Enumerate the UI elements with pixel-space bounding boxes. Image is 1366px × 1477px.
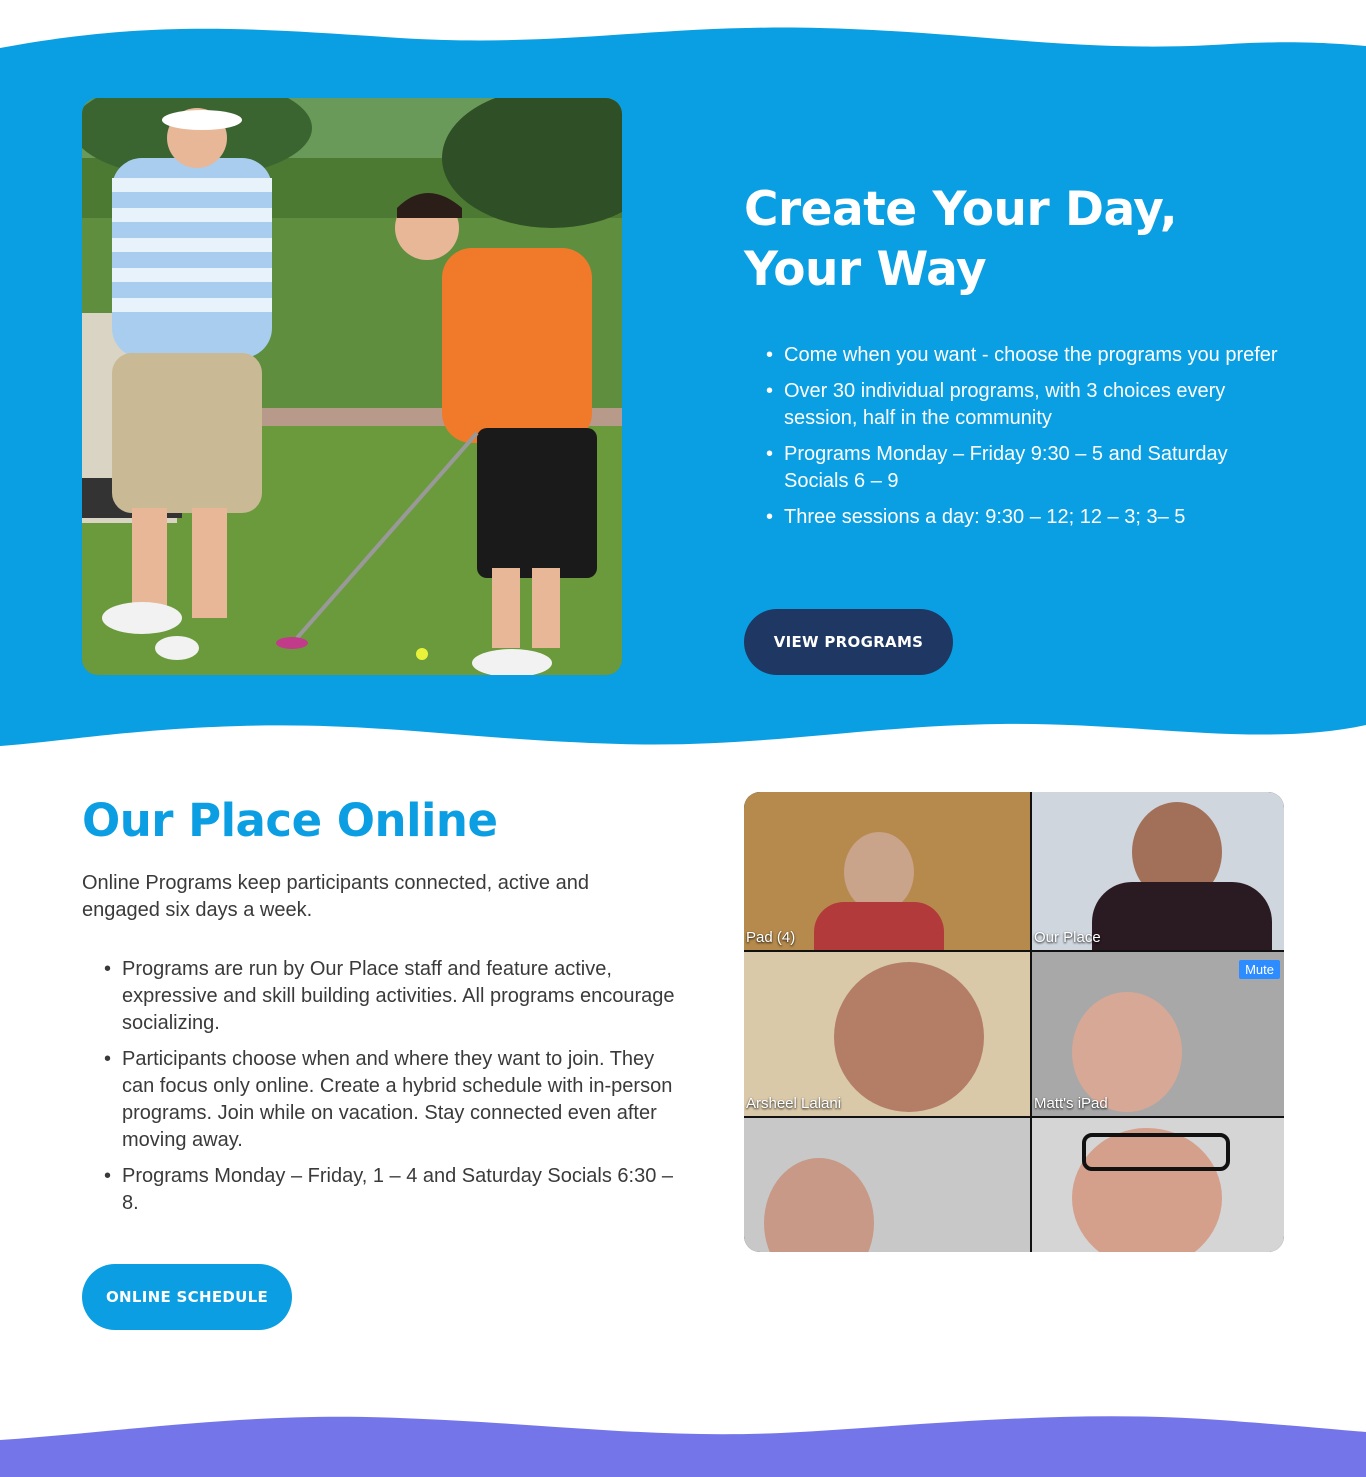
video-tile-label: Pad (4) [746, 929, 796, 946]
participant-face [844, 832, 914, 912]
video-tile-label: Arsheel Lalani [746, 1095, 842, 1112]
glasses-icon [1082, 1133, 1230, 1171]
online-intro-text: Online Programs keep participants connected, active and engaged six days a week. [82, 872, 589, 921]
hero-title-line-2: Your Way [744, 242, 987, 297]
participant-face [764, 1158, 874, 1252]
video-tile-label: Matt's iPad [1034, 1095, 1108, 1112]
mute-badge: Mute [1239, 960, 1280, 979]
video-tile [1032, 1118, 1284, 1252]
view-programs-button[interactable]: VIEW PROGRAMS [744, 609, 953, 675]
participant-body [814, 902, 944, 950]
list-item: • Three sessions a day: 9:30 – 12; 12 – 3; 3– 5 [784, 504, 1284, 531]
list-item: • Programs Monday – Friday 9:30 – 5 and Saturday Socials 6 – 9 [784, 441, 1284, 495]
participant-face [834, 962, 984, 1112]
video-tile [1032, 952, 1284, 1116]
participant-body [1092, 882, 1272, 950]
list-item: • Come when you want - choose the programs you prefer [784, 342, 1284, 369]
online-bullet-list [122, 956, 682, 1226]
participant-face [1072, 992, 1182, 1112]
list-item: • Participants choose when and where they want to join. They can focus only online. Create a hybrid schedule with in-person programs. Join while on vacation. Stay connected even after moving away. [122, 1046, 682, 1154]
footer-background-band [0, 1400, 1366, 1477]
list-item: • Programs Monday – Friday, 1 – 4 and Saturday Socials 6:30 – 8. [122, 1163, 682, 1217]
video-tile-label: Our Place [1034, 929, 1101, 946]
video-tile [744, 952, 1030, 1116]
hero-title-line-1: Create Your Day, [744, 182, 1178, 237]
golf-photo [82, 98, 622, 675]
video-tile [1032, 792, 1284, 950]
video-tile [744, 792, 1030, 950]
video-tile [744, 1118, 1030, 1252]
online-schedule-button[interactable]: ONLINE SCHEDULE [82, 1264, 292, 1330]
hero-bullet-list [784, 342, 1284, 540]
online-section-title: Our Place Online [82, 794, 498, 847]
video-call-grid [744, 792, 1284, 1252]
online-video-call-photo [744, 792, 1284, 1252]
list-item: • Programs are run by Our Place staff and feature active, expressive and skill building activities. All programs encourage socializing. [122, 956, 682, 1037]
list-item: • Over 30 individual programs, with 3 choices every session, half in the community [784, 378, 1284, 432]
hero-title [744, 180, 1304, 300]
golf-photo-illustration [82, 98, 622, 675]
